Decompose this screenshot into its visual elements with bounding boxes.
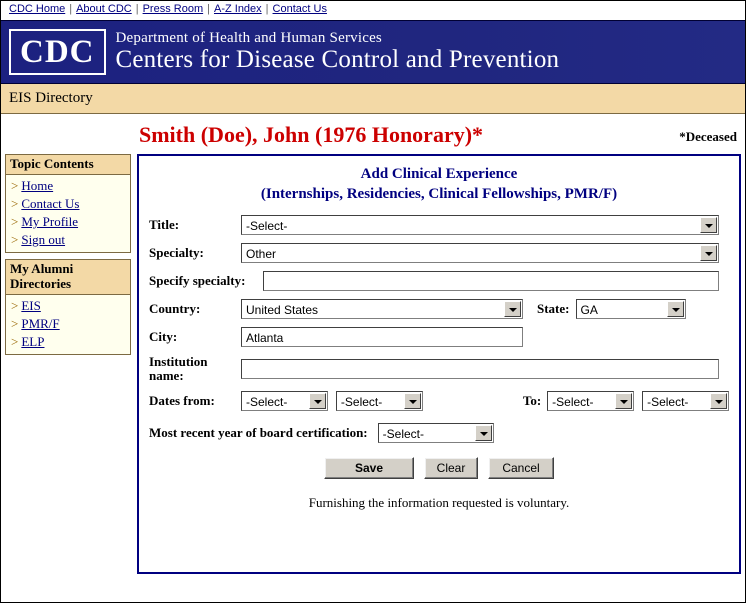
sidebar-item-elp[interactable]: [6, 333, 130, 351]
banner-line-2: Centers for Disease Control and Prevention: [115, 45, 560, 73]
chevron-down-icon[interactable]: [615, 393, 632, 409]
sidebar-block-my-alumni-directories: [5, 259, 131, 355]
save-button[interactable]: Save: [324, 457, 414, 479]
specialty-select[interactable]: [241, 243, 719, 263]
directory-title: EIS Directory: [9, 90, 93, 106]
sidebar-item-home[interactable]: [6, 177, 130, 195]
clear-button[interactable]: Clear: [424, 457, 478, 479]
nav-separator: |: [265, 3, 269, 15]
person-header: [1, 114, 745, 154]
to-year-select[interactable]: [642, 391, 729, 411]
sidebar-heading-topic-contents: Topic Contents: [6, 155, 130, 175]
clinical-experience-panel: [137, 154, 741, 574]
nav-link-press-room[interactable]: Press Room: [142, 3, 204, 15]
sidebar-item-contact-us[interactable]: [6, 195, 130, 213]
certification-year-value: -Select-: [382, 427, 424, 442]
sidebar-block-topic-contents: [5, 154, 131, 253]
specialty-select-value: Other: [246, 246, 277, 261]
chevron-down-icon[interactable]: [700, 245, 717, 261]
panel-title-line-2: (Internships, Residencies, Clinical Fellowships, PMR/F): [260, 186, 618, 203]
cancel-button[interactable]: Cancel: [488, 457, 554, 479]
from-month-value: -Select-: [246, 395, 288, 410]
label-board-certification: Most recent year of board certification:: [149, 425, 368, 441]
row-board-certification: [149, 423, 729, 443]
sidebar-item-pmrf[interactable]: [6, 315, 130, 333]
chevron-down-icon[interactable]: [700, 217, 717, 233]
body-area: [1, 154, 745, 574]
deceased-note: *Deceased: [679, 129, 737, 144]
sidebar-item-my-profile[interactable]: [6, 213, 130, 231]
banner-text: [116, 31, 560, 73]
state-select-value: GA: [580, 302, 598, 317]
nav-separator: |: [69, 3, 73, 15]
label-institution-name: Institution name:: [149, 353, 208, 383]
nav-link-about-cdc[interactable]: About CDC: [76, 3, 132, 15]
panel-title-line-1: Add Clinical Experience: [360, 166, 518, 182]
row-city: [149, 327, 729, 347]
from-year-value: -Select-: [340, 395, 383, 410]
bullet-icon: >: [11, 297, 19, 313]
institution-name-input[interactable]: [241, 359, 719, 379]
bullet-icon: >: [11, 195, 19, 211]
cdc-logo[interactable]: CDC: [9, 29, 106, 75]
bullet-icon: >: [11, 231, 19, 247]
nav-link-cdc-home[interactable]: CDC Home: [9, 3, 66, 15]
site-banner: [1, 20, 745, 84]
chevron-down-icon[interactable]: [309, 393, 326, 409]
country-select-value: United States: [246, 302, 319, 317]
directory-title-bar: [1, 84, 745, 114]
chevron-down-icon[interactable]: [710, 393, 727, 409]
nav-separator: |: [135, 3, 139, 15]
bullet-icon: >: [11, 333, 19, 349]
row-country-state: [149, 299, 729, 319]
bullet-icon: >: [11, 315, 19, 331]
to-year-value: -Select-: [647, 395, 689, 410]
certification-year-select[interactable]: [378, 423, 494, 443]
to-month-select[interactable]: [547, 391, 634, 411]
clinical-experience-form: [139, 209, 739, 512]
label-state: State:: [537, 300, 570, 316]
bullet-icon: >: [11, 213, 19, 229]
state-select[interactable]: [576, 299, 686, 319]
city-input[interactable]: Atlanta: [241, 327, 523, 347]
bullet-icon: >: [11, 177, 19, 193]
chevron-down-icon[interactable]: [504, 301, 521, 317]
label-specialty: Specialty:: [149, 244, 204, 260]
sidebar-item-label[interactable]: Home: [21, 177, 54, 193]
row-specify-specialty: [149, 271, 729, 291]
label-to: To:: [522, 393, 542, 409]
sidebar-list-my-alumni-directories: [6, 295, 130, 354]
title-select-value: -Select-: [246, 218, 288, 233]
from-year-select[interactable]: [336, 391, 423, 411]
sidebar-item-label[interactable]: Contact Us: [21, 195, 80, 211]
banner-line-1: Department of Health and Human Services: [115, 30, 382, 46]
chevron-down-icon[interactable]: [404, 393, 421, 409]
form-buttons: [149, 457, 729, 479]
sidebar: [5, 154, 131, 361]
form-footnote: Furnishing the information requested is voluntary.: [308, 495, 570, 511]
label-dates-from: Dates from:: [149, 393, 215, 409]
label-country: Country:: [149, 300, 201, 316]
nav-link-contact-us[interactable]: Contact Us: [272, 3, 327, 15]
sidebar-list-topic-contents: [6, 175, 130, 252]
row-specialty: [149, 243, 729, 263]
chevron-down-icon[interactable]: [475, 425, 492, 441]
from-month-select[interactable]: [241, 391, 328, 411]
to-month-value: -Select-: [552, 395, 594, 410]
row-institution-name: [149, 355, 729, 384]
top-nav-bar: [1, 1, 745, 20]
sidebar-item-label[interactable]: ELP: [21, 333, 45, 349]
country-select[interactable]: [241, 299, 523, 319]
label-specify-specialty: Specify specialty:: [149, 272, 246, 288]
page-title: Smith (Doe), John (1976 Honorary)*: [139, 122, 484, 147]
sidebar-item-label[interactable]: Sign out: [21, 231, 66, 247]
title-select[interactable]: [241, 215, 719, 235]
label-city: City:: [149, 328, 178, 344]
row-title: [149, 215, 729, 235]
panel-title: [139, 156, 739, 209]
sidebar-item-sign-out[interactable]: [6, 231, 130, 249]
sidebar-item-eis[interactable]: [6, 297, 130, 315]
sidebar-heading-my-alumni-directories: My Alumni Directories: [6, 260, 130, 295]
sidebar-item-label[interactable]: EIS: [21, 297, 41, 313]
nav-separator: |: [207, 3, 210, 15]
nav-link-a-z-index[interactable]: A-Z Index: [213, 3, 262, 15]
label-title: Title:: [149, 216, 180, 232]
sidebar-item-label[interactable]: PMR/F: [21, 315, 60, 331]
sidebar-item-label[interactable]: My Profile: [21, 213, 79, 229]
specify-specialty-input[interactable]: [263, 271, 719, 291]
chevron-down-icon[interactable]: [667, 301, 684, 317]
row-dates: [149, 391, 729, 411]
